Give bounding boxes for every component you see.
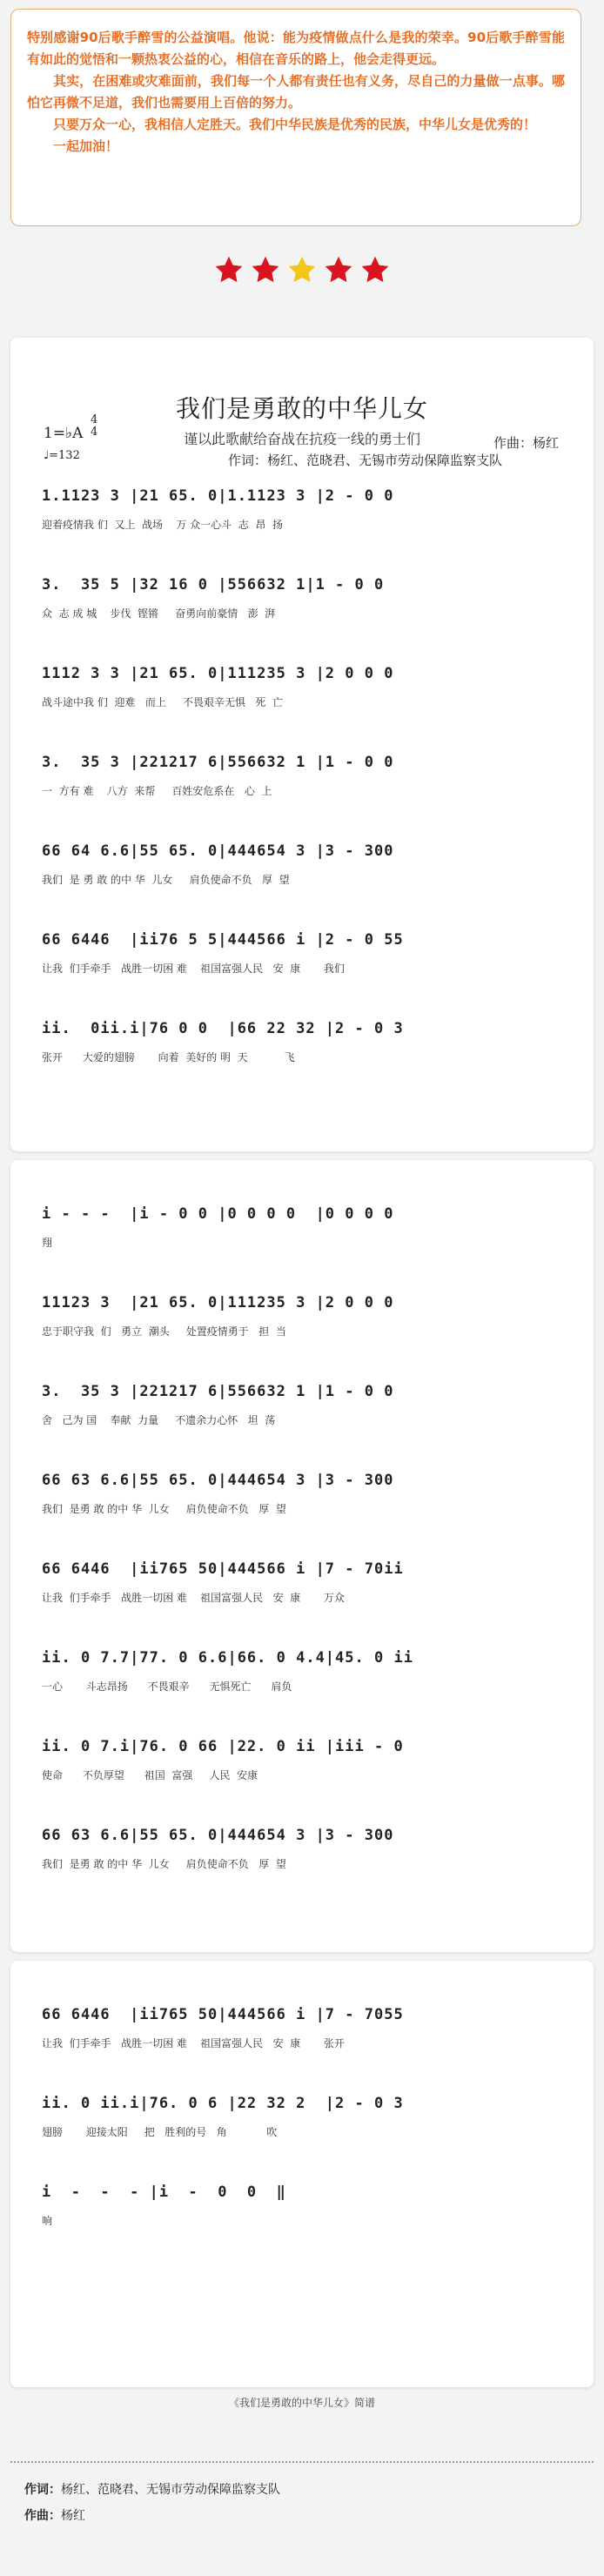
intro-paragraph-1: 特别感谢90后歌手醉雪的公益演唱。他说：能为疫情做点什么是我的荣幸。90后歌手醉雪能有如此的觉悟和一颗热衷公益的心，相信在音乐的路上，他会走得更远。 [27,30,565,67]
star-icon [250,254,281,285]
score-system [42,1452,564,1541]
score-card-2 [10,1160,594,1952]
score-systems-2 [10,1186,594,1896]
credit-lyricist-label: 作词： [24,2483,61,2497]
score-system [42,1541,564,1630]
score-systems-1 [10,468,594,1090]
score-system [42,646,564,735]
credit-lyricist [24,2480,280,2498]
star-rating [0,254,604,285]
divider [10,2461,594,2463]
lyrics-line: 一 方有 难 八方 来帮 百姓安危系在 心 上 [42,785,272,797]
notation-line: i - - - |i - 0 0 ‖ [42,2184,286,2201]
notation-line: 3. 35 5 |32 16 0 |556632 1|1 - 0 0 [42,576,394,594]
lyrics-line: 我们 是 勇 敢 的中 华 儿女 肩负使命不负 厚 望 [42,874,290,886]
score-system [42,912,564,1001]
lyrics-line: 我们 是勇 敢 的中 华 儿女 肩负使命不负 厚 望 [42,1858,286,1870]
star-icon [213,254,245,285]
lyrics-line: 迎着疫情我 们 又上 战场 万 众一心斗 志 昂 扬 [42,519,284,531]
lyrics-line: 张开 大爱的翅膀 向着 美好的 明 天 飞 [42,1051,295,1063]
notation-line: ii. 0 7.i|76. 0 66 |22. 0 ii |iii - 0 [42,1738,413,1755]
notation-line: 3. 35 3 |221217 6|556632 1 |1 - 0 0 [42,754,404,771]
notation-line: i - - - |i - 0 0 |0 0 0 0 |0 0 0 0 [42,1205,404,1223]
intro-paragraph-4: 一起加油！ [53,138,119,154]
notation-line: 66 64 6.6|55 65. 0|444654 3 |3 - 300 [42,842,404,860]
lyrics-line: 一心 斗志昂扬 不畏艰辛 无惧死亡 肩负 [42,1680,292,1693]
credit-lyricist-value: 杨红、范晓君、无锡市劳动保障监察支队 [61,2483,280,2497]
score-system [42,1275,564,1364]
score-system [42,468,564,557]
score-header [10,338,594,468]
lyrics-line: 翅膀 迎接太阳 把 胜利的号 角 吹 [42,2126,278,2138]
star-icon [323,254,354,285]
lyrics-line: 翔 [42,1237,53,1249]
lyrics-line: 舍 己为 国 奉献 力量 不遗余力心怀 坦 荡 [42,1414,276,1426]
intro-paragraph-3: 只要万众一心，我相信人定胜天。我们中华民族是优秀的民族，中华儿女是优秀的！ [53,117,537,132]
notation-line: ii. 0ii.i|76 0 0 |66 22 32 |2 - 0 3 [42,1020,413,1037]
score-card-1 [10,338,594,1151]
score-system [42,735,564,823]
meter-top: 4 [91,413,98,426]
score-system [42,2164,564,2253]
intro-box [10,9,581,226]
notation-line: 1.1123 3 |21 65. 0|1.1123 3 |2 - 0 0 [42,487,404,505]
key-signature: 1=♭A [44,425,84,442]
credit-composer-label: 作曲： [24,2509,61,2523]
notation-line: 1112 3 3 |21 65. 0|111235 3 |2 0 0 0 [42,665,404,682]
notation-line: 66 6446 |ii76 5 5|444566 i |2 - 0 55 [42,931,404,949]
lyrics-line: 让我 们手牵手 战胜一切困 难 祖国富强人民 安 康 我们 [42,963,345,975]
score-system [42,557,564,646]
score-system [42,1987,564,2076]
lyrics-line: 忠于职守我 们 勇立 潮头 处置疫情勇于 担 当 [42,1325,286,1338]
lyrics-line: 让我 们手牵手 战胜一切困 难 祖国富强人民 安 康 张开 [42,2037,345,2049]
star-icon [359,254,391,285]
lyrics-line: 响 [42,2215,53,2227]
dedication: 谨以此歌献给奋战在抗疫一线的勇士们 [183,431,420,447]
lyrics-line: 我们 是勇 敢 的中 华 儿女 肩负使命不负 厚 望 [42,1503,286,1515]
score-system [42,1630,564,1719]
score-card-3 [10,1961,594,2387]
score-system [42,2076,564,2164]
score-system [42,823,564,912]
score-caption: 《我们是勇敢的中华儿女》简谱 [228,2397,375,2409]
notation-line: 66 63 6.6|55 65. 0|444654 3 |3 - 300 [42,1472,404,1489]
score-system [42,1719,564,1808]
notation-line: ii. 0 ii.i|76. 0 6 |22 32 2 |2 - 0 3 [42,2095,413,2112]
composer: 作曲：杨红 [493,435,559,451]
credit-composer-value: 杨红 [61,2509,85,2523]
score-system [42,1001,564,1090]
score-system [42,1808,564,1896]
notation-line: ii. 0 7.7|77. 0 6.6|66. 0 4.4|45. 0 ii [42,1649,413,1667]
lyrics-line: 众 志 成 城 步伐 铿锵 奋勇向前豪情 澎 湃 [42,607,276,620]
notation-line: 11123 3 |21 65. 0|111235 3 |2 0 0 0 [42,1294,404,1311]
score-system [42,1364,564,1452]
lyrics-line: 让我 们手牵手 战胜一切困 难 祖国富强人民 安 康 万众 [42,1592,345,1604]
lyrics-line: 使命 不负厚望 祖国 富强 人民 安康 [42,1769,258,1781]
notation-line: 66 6446 |ii765 50|444566 i |7 - 7055 [42,2006,404,2023]
score-system [42,1186,564,1275]
score-systems-3 [10,1987,594,2253]
notation-line: 66 63 6.6|55 65. 0|444654 3 |3 - 300 [42,1827,404,1844]
lyricist: 作词：杨红、范晓君、无锡市劳动保障监察支队 [228,453,503,468]
score-title: 我们是勇敢的中华儿女 [175,394,428,423]
star-icon [286,254,318,285]
tempo-marking: ♩=132 [44,449,80,462]
lyrics-line: 战斗途中我 们 迎难 而上 不畏艰辛无惧 死 亡 [42,696,284,708]
meter-bottom: 4 [91,426,98,439]
credit-composer [24,2506,85,2524]
notation-line: 66 6446 |ii765 50|444566 i |7 - 70ii [42,1560,404,1578]
intro-paragraph-2: 其实，在困难或灾难面前，我们每一个人都有责任也有义务，尽自己的力量做一点事。哪怕它再微不足道，我们也需要用上百倍的努力。 [27,73,565,111]
notation-line: 3. 35 3 |221217 6|556632 1 |1 - 0 0 [42,1383,404,1400]
